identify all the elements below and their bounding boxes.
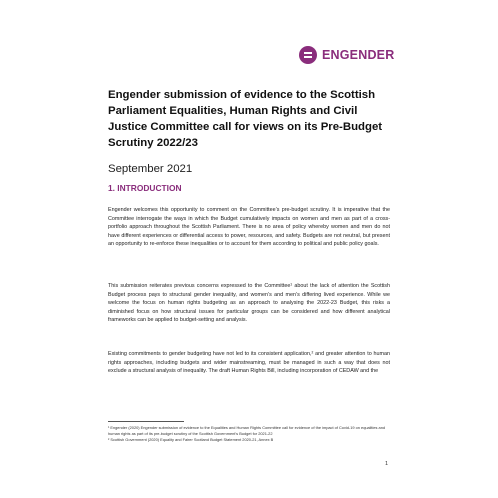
logo-text: ENGENDER xyxy=(322,48,395,62)
footnotes xyxy=(108,425,390,442)
body-paragraph: Existing commitments to gender budgeting have not led to its consistent application,² and greater attention to human rights approaches, including budgets and wider mainstreaming, must be managed in such a way that does not exclude a structural analysis of inequality. The draft Human Rights Bill, including incorporation of CEDAW and the xyxy=(108,351,390,374)
page-number: 1 xyxy=(385,461,389,467)
engender-logo xyxy=(299,46,394,64)
footnote-divider xyxy=(108,421,184,422)
equals-logo-icon xyxy=(299,46,317,64)
document-date: September 2021 xyxy=(108,163,193,175)
section-heading: 1. INTRODUCTION xyxy=(108,183,182,193)
footnote: ¹ Engender (2020) Engender submission of evidence to the Equalities and Human Rights Committee call for evidence of the impact of Covid-19 on equalities and human rights as part of its pre-budget scrutiny of the Scottish Government’s Budget for 2021-22 xyxy=(108,425,386,436)
footnote: ² Scottish Government (2020) Equality and Fairer Scotland Budget Statement 2020-21, Annex B xyxy=(108,436,274,442)
body-paragraph: This submission reiterates previous concerns expressed to the Committee¹ about the lack of attention the Scottish Budget process pays to structural gender inequality, and women’s and men’s differing lived experience. While we welcome the focus on human rights budgeting as an approach to analysing the 2022-23 Budget, this risks a diminished focus on how structural issues for particular groups can be considered and how different analytical frameworks can be applied to budget-setting and analysis. xyxy=(108,283,390,323)
body-paragraph: Engender welcomes this opportunity to comment on the Committee’s pre-budget scrutiny. It is imperative that the Committee interrogate the ways in which the Budget cumulatively impacts on women and men as part of a cross-portfolio approach throughout the Scottish Parliament. There is no area of policy whereby women and men do not have different experiences or differential access to power, resources, and safety. Budgets are not neutral, but present an opportunity to re-enforce these inequalities or to account for them according to political and public policy goals. xyxy=(108,207,390,247)
document-title: Engender submission of evidence to the Scottish Parliament Equalities, Human Rights and Civil Justice Committee call for views on its Pre-Budget Scrutiny 2022/23 xyxy=(108,89,383,149)
